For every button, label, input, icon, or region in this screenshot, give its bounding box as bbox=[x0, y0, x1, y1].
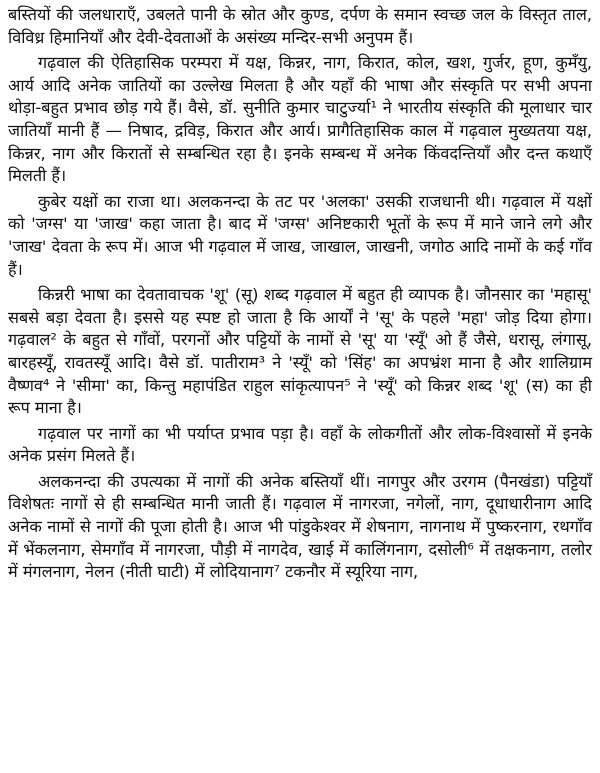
paragraph-4: किन्नरी भाषा का देवतावाचक 'शू' (सू) शब्द गढ़वाल में बहुत ही व्यापक है। जौनसार का 'महासू' सबसे बड़ा देवता है। इससे यह स्पष्ट हो जाता है कि आर्यों ने 'सू' के पहले 'महा' जोड़ दिया होगा। गढ़वाल² के बहुत से गाँवों, परगनों और पट्टियों के नामों से 'सू' या 'स्यूँ' ओ हैं जैसे, धरासू, लंगासू, बारहस्यूँ, रावतस्यूँ आदि। वैसे डॉ. पातीराम³ ने 'स्यूँ' को 'सिंह' का अपभ्रंश माना है और शालिग्राम वैष्णव⁴ ने 'सीमा' का, किन्तु महापंडित राहुल सांकृत्यापन⁵ ने 'स्यूँ' को किन्नर शब्द 'शू' (स) का ही रूप माना है। bbox=[8, 285, 592, 418]
paragraph-3: कुबेर यक्षों का राजा था। अलकनन्दा के तट पर 'अलका' उसकी राजधानी थी। गढ़वाल में यक्षों को 'जग्स' या 'जाख' कहा जाता है। बाद में 'जग्स' अनिष्टकारी भूतों के रूप में माने जाने लगे और 'जाख' देवता के रूप में। आज भी गढ़वाल में जाख, जाखाल, जाखनी, जगोठ आदि नामों के कई गाँव हैं। bbox=[8, 191, 592, 279]
document-page bbox=[8, 4, 592, 584]
paragraph-6: अलकनन्दा की उपत्यका में नागों की अनेक बस्तियाँ थीं। नागपुर और उरगम (पैनखंडा) पट्टियाँ विशेषतः नागों से ही सम्बन्धित मानी जाती हैं। गढ़वाल में नागरजा, नगेलों, नाग, दूधाधारीनाग आदि अनेक नामों से नागों की पूजा होती है। आज भी पांडुकेश्वर में शेषनाग, नागनाथ में पुष्करनाग, रथगाँव में भेंकलनाग, सेमगाँव में नागरजा, पौड़ी में नागदेव, खाई में कालिंगनाग, दसोली⁶ में तक्षकनाग, तलोर में मंगलनाग, नेलन (नीती घाटी) में लोदियानाग⁷ टकनौर में स्यूरिया नाग, bbox=[8, 471, 592, 582]
paragraph-1: बस्तियों की जलधाराएँ, उबलते पानी के स्रोत और कुण्ड, दर्पण के समान स्वच्छ जल के विस्तृत ताल, विविध्र हिमानियाँ और देवी-देवताओं के असंख्य मन्दिर-सभी अनुपम हैं। bbox=[8, 5, 592, 47]
paragraph-2: गढ़वाल की ऐतिहासिक परम्परा में यक्ष, किन्नर, नाग, किरात, कोल, खश, गुर्जर, हूण, कुमँयु, आर्य आदि अनेक जातियों का उल्लेख मिलता है और यहाँ की भाषा और संस्कृति पर सभी अपना थोड़ा-बहुत प्रभाव छोड़ गये हैं। वैसे, डॉ. सुनीति कुमार चाटुर्ज्या¹ ने भारतीय संस्कृति की मूलाधार चार जातियाँ मानी हैं — निषाद, द्रविड़, किरात और आर्य। प्रागैतिहासिक काल में गढ़वाल मुख्यतया यक्ष, किन्नर, नाग और किरातों से सम्बन्धित रहा है। इनके सम्बन्ध में अनेक किंवदन्तियाँ और दन्त कथाएँ मिलती हैं। bbox=[8, 53, 592, 186]
paragraph-5: गढ़वाल पर नागों का भी पर्याप्त प्रभाव पड़ा है। वहाँ के लोकगीतों और लोक-विश्वासों में इनके अनेक प्रसंग मिलते हैं। bbox=[8, 423, 592, 466]
